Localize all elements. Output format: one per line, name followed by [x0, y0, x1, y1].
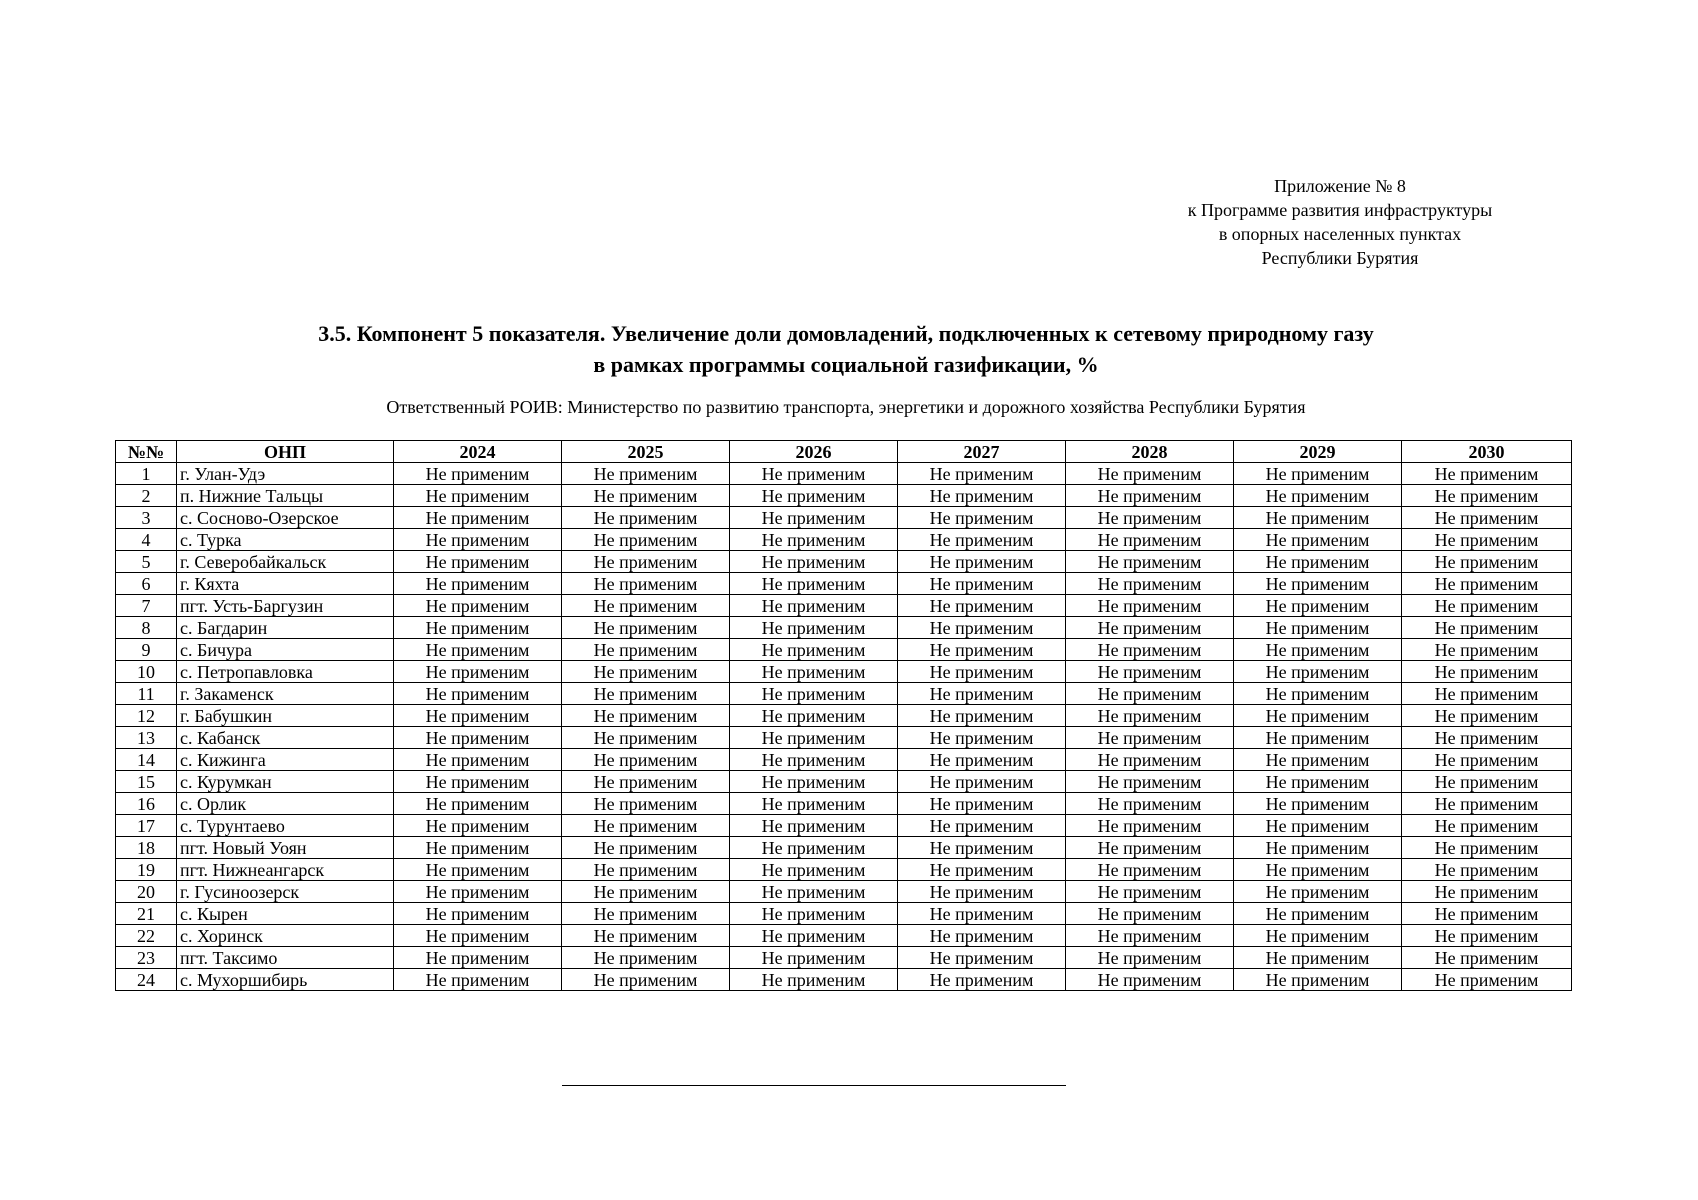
year-value-cell: Не применим	[898, 529, 1066, 551]
year-value-cell: Не применим	[1234, 639, 1402, 661]
year-value-cell: Не применим	[562, 463, 730, 485]
year-value-cell: Не применим	[394, 595, 562, 617]
table-row	[116, 507, 1572, 529]
year-value-cell: Не применим	[1066, 793, 1234, 815]
settlement-name: г. Бабушкин	[177, 705, 394, 727]
year-value-cell: Не применим	[562, 859, 730, 881]
year-value-cell: Не применим	[1066, 573, 1234, 595]
year-value-cell: Не применим	[1402, 771, 1572, 793]
row-number: 24	[116, 969, 177, 991]
year-value-cell: Не применим	[1066, 551, 1234, 573]
year-value-cell: Не применим	[394, 925, 562, 947]
table-row	[116, 925, 1572, 947]
row-number: 9	[116, 639, 177, 661]
year-value-cell: Не применим	[1234, 485, 1402, 507]
year-value-cell: Не применим	[1234, 969, 1402, 991]
year-value-cell: Не применим	[1066, 881, 1234, 903]
year-value-cell: Не применим	[730, 463, 898, 485]
year-value-cell: Не применим	[394, 969, 562, 991]
year-value-cell: Не применим	[898, 573, 1066, 595]
year-value-cell: Не применим	[1066, 595, 1234, 617]
year-value-cell: Не применим	[562, 947, 730, 969]
year-value-cell: Не применим	[730, 617, 898, 639]
year-value-cell: Не применим	[1402, 485, 1572, 507]
settlement-name: пгт. Нижнеангарск	[177, 859, 394, 881]
year-value-cell: Не применим	[730, 639, 898, 661]
row-number: 3	[116, 507, 177, 529]
year-value-cell: Не применим	[1066, 947, 1234, 969]
year-value-cell: Не применим	[898, 947, 1066, 969]
year-value-cell: Не применим	[898, 925, 1066, 947]
year-value-cell: Не применим	[1066, 507, 1234, 529]
year-value-cell: Не применим	[1066, 925, 1234, 947]
row-number: 17	[116, 815, 177, 837]
year-value-cell: Не применим	[1066, 969, 1234, 991]
row-number: 4	[116, 529, 177, 551]
year-value-cell: Не применим	[1402, 815, 1572, 837]
row-number: 13	[116, 727, 177, 749]
year-value-cell: Не применим	[1066, 903, 1234, 925]
year-value-cell: Не применим	[1066, 639, 1234, 661]
year-value-cell: Не применим	[562, 485, 730, 507]
year-value-cell: Не применим	[1402, 947, 1572, 969]
year-value-cell: Не применим	[898, 507, 1066, 529]
year-value-cell: Не применим	[1234, 463, 1402, 485]
year-value-cell: Не применим	[1234, 573, 1402, 595]
year-value-cell: Не применим	[562, 727, 730, 749]
settlement-name: г. Улан-Удэ	[177, 463, 394, 485]
year-value-cell: Не применим	[394, 463, 562, 485]
year-value-cell: Не применим	[1402, 683, 1572, 705]
year-value-cell: Не применим	[1402, 727, 1572, 749]
year-value-cell: Не применим	[730, 595, 898, 617]
year-value-cell: Не применим	[1234, 595, 1402, 617]
year-value-cell: Не применим	[562, 837, 730, 859]
year-value-cell: Не применим	[898, 463, 1066, 485]
table-row	[116, 639, 1572, 661]
year-value-cell: Не применим	[562, 683, 730, 705]
year-value-cell: Не применим	[562, 551, 730, 573]
table-row	[116, 815, 1572, 837]
year-value-cell: Не применим	[1402, 595, 1572, 617]
title-line-1: 3.5. Компонент 5 показателя. Увеличение доли домовладений, подключенных к сетевому природному газу	[318, 321, 1374, 346]
year-value-cell: Не применим	[562, 969, 730, 991]
header-year-2029: 2029	[1234, 441, 1402, 463]
year-value-cell: Не применим	[394, 639, 562, 661]
indicator-table	[115, 440, 1572, 991]
year-value-cell: Не применим	[730, 793, 898, 815]
year-value-cell: Не применим	[730, 815, 898, 837]
settlement-name: с. Турка	[177, 529, 394, 551]
year-value-cell: Не применим	[898, 903, 1066, 925]
settlement-name: с. Мухоршибирь	[177, 969, 394, 991]
header-year-2028: 2028	[1066, 441, 1234, 463]
table-row	[116, 749, 1572, 771]
row-number: 5	[116, 551, 177, 573]
year-value-cell: Не применим	[562, 573, 730, 595]
year-value-cell: Не применим	[898, 859, 1066, 881]
year-value-cell: Не применим	[898, 881, 1066, 903]
year-value-cell: Не применим	[730, 727, 898, 749]
settlement-name: с. Турунтаево	[177, 815, 394, 837]
year-value-cell: Не применим	[1066, 485, 1234, 507]
year-value-cell: Не применим	[562, 595, 730, 617]
year-value-cell: Не применим	[1066, 617, 1234, 639]
year-value-cell: Не применим	[1234, 815, 1402, 837]
year-value-cell: Не применим	[1402, 639, 1572, 661]
year-value-cell: Не применим	[394, 749, 562, 771]
header-number: №№	[116, 441, 177, 463]
settlement-name: с. Курумкан	[177, 771, 394, 793]
year-value-cell: Не применим	[1402, 837, 1572, 859]
header-settlement: ОНП	[177, 441, 394, 463]
year-value-cell: Не применим	[898, 485, 1066, 507]
settlement-name: с. Кижинга	[177, 749, 394, 771]
year-value-cell: Не применим	[730, 573, 898, 595]
year-value-cell: Не применим	[730, 705, 898, 727]
settlement-name: пгт. Новый Уоян	[177, 837, 394, 859]
year-value-cell: Не применим	[898, 551, 1066, 573]
year-value-cell: Не применим	[1402, 969, 1572, 991]
year-value-cell: Не применим	[1402, 881, 1572, 903]
row-number: 22	[116, 925, 177, 947]
year-value-cell: Не применим	[1066, 529, 1234, 551]
year-value-cell: Не применим	[898, 771, 1066, 793]
row-number: 15	[116, 771, 177, 793]
year-value-cell: Не применим	[562, 815, 730, 837]
year-value-cell: Не применим	[898, 727, 1066, 749]
year-value-cell: Не применим	[898, 705, 1066, 727]
year-value-cell: Не применим	[1234, 947, 1402, 969]
year-value-cell: Не применим	[730, 529, 898, 551]
year-value-cell: Не применим	[1402, 573, 1572, 595]
document-title	[120, 318, 1572, 380]
year-value-cell: Не применим	[1234, 683, 1402, 705]
appendix-line: к Программе развития инфраструктуры	[1187, 200, 1493, 220]
header-year-2025: 2025	[562, 441, 730, 463]
bottom-divider	[562, 1085, 1066, 1086]
year-value-cell: Не применим	[562, 639, 730, 661]
year-value-cell: Не применим	[394, 837, 562, 859]
year-value-cell: Не применим	[1066, 837, 1234, 859]
year-value-cell: Не применим	[1234, 617, 1402, 639]
table-row	[116, 617, 1572, 639]
row-number: 16	[116, 793, 177, 815]
year-value-cell: Не применим	[1234, 749, 1402, 771]
year-value-cell: Не применим	[730, 837, 898, 859]
year-value-cell: Не применим	[898, 837, 1066, 859]
row-number: 8	[116, 617, 177, 639]
table-row	[116, 881, 1572, 903]
settlement-name: с. Орлик	[177, 793, 394, 815]
year-value-cell: Не применим	[562, 705, 730, 727]
year-value-cell: Не применим	[1234, 881, 1402, 903]
year-value-cell: Не применим	[1066, 749, 1234, 771]
year-value-cell: Не применим	[730, 969, 898, 991]
appendix-line: Приложение № 8	[1274, 176, 1406, 196]
year-value-cell: Не применим	[1066, 815, 1234, 837]
year-value-cell: Не применим	[898, 595, 1066, 617]
year-value-cell: Не применим	[1402, 903, 1572, 925]
year-value-cell: Не применим	[394, 617, 562, 639]
year-value-cell: Не применим	[562, 529, 730, 551]
year-value-cell: Не применим	[394, 771, 562, 793]
settlement-name: г. Северобайкальск	[177, 551, 394, 573]
settlement-name: с. Кырен	[177, 903, 394, 925]
year-value-cell: Не применим	[1234, 551, 1402, 573]
table-row	[116, 771, 1572, 793]
table-header-row	[116, 441, 1572, 463]
year-value-cell: Не применим	[562, 749, 730, 771]
year-value-cell: Не применим	[1066, 771, 1234, 793]
settlement-name: с. Сосново-Озерское	[177, 507, 394, 529]
year-value-cell: Не применим	[1234, 727, 1402, 749]
year-value-cell: Не применим	[730, 925, 898, 947]
header-year-2027: 2027	[898, 441, 1066, 463]
year-value-cell: Не применим	[1066, 463, 1234, 485]
year-value-cell: Не применим	[898, 749, 1066, 771]
year-value-cell: Не применим	[1402, 661, 1572, 683]
row-number: 11	[116, 683, 177, 705]
year-value-cell: Не применим	[394, 683, 562, 705]
year-value-cell: Не применим	[1402, 925, 1572, 947]
year-value-cell: Не применим	[1234, 903, 1402, 925]
year-value-cell: Не применим	[730, 683, 898, 705]
settlement-name: пгт. Таксимо	[177, 947, 394, 969]
settlement-name: г. Кяхта	[177, 573, 394, 595]
table-row	[116, 573, 1572, 595]
settlement-name: п. Нижние Тальцы	[177, 485, 394, 507]
year-value-cell: Не применим	[394, 903, 562, 925]
year-value-cell: Не применим	[730, 881, 898, 903]
year-value-cell: Не применим	[1066, 683, 1234, 705]
row-number: 23	[116, 947, 177, 969]
settlement-name: с. Петропавловка	[177, 661, 394, 683]
row-number: 18	[116, 837, 177, 859]
year-value-cell: Не применим	[898, 793, 1066, 815]
table-row	[116, 969, 1572, 991]
year-value-cell: Не применим	[394, 573, 562, 595]
year-value-cell: Не применим	[394, 881, 562, 903]
year-value-cell: Не применим	[1402, 507, 1572, 529]
year-value-cell: Не применим	[1234, 837, 1402, 859]
row-number: 12	[116, 705, 177, 727]
year-value-cell: Не применим	[1234, 705, 1402, 727]
year-value-cell: Не применим	[1234, 507, 1402, 529]
year-value-cell: Не применим	[1402, 463, 1572, 485]
year-value-cell: Не применим	[898, 639, 1066, 661]
year-value-cell: Не применим	[562, 617, 730, 639]
year-value-cell: Не применим	[898, 661, 1066, 683]
row-number: 21	[116, 903, 177, 925]
year-value-cell: Не применим	[394, 793, 562, 815]
table-row	[116, 859, 1572, 881]
table-row	[116, 793, 1572, 815]
row-number: 10	[116, 661, 177, 683]
year-value-cell: Не применим	[730, 859, 898, 881]
header-year-2026: 2026	[730, 441, 898, 463]
year-value-cell: Не применим	[394, 859, 562, 881]
year-value-cell: Не применим	[394, 485, 562, 507]
row-number: 20	[116, 881, 177, 903]
year-value-cell: Не применим	[730, 903, 898, 925]
table-row	[116, 903, 1572, 925]
year-value-cell: Не применим	[730, 749, 898, 771]
year-value-cell: Не применим	[1234, 661, 1402, 683]
year-value-cell: Не применим	[562, 925, 730, 947]
table-row	[116, 705, 1572, 727]
year-value-cell: Не применим	[730, 771, 898, 793]
appendix-header	[1120, 174, 1560, 270]
year-value-cell: Не применим	[1234, 793, 1402, 815]
header-year-2024: 2024	[394, 441, 562, 463]
year-value-cell: Не применим	[562, 881, 730, 903]
year-value-cell: Не применим	[1066, 859, 1234, 881]
year-value-cell: Не применим	[730, 551, 898, 573]
table-row	[116, 463, 1572, 485]
year-value-cell: Не применим	[898, 815, 1066, 837]
year-value-cell: Не применим	[1402, 793, 1572, 815]
year-value-cell: Не применим	[898, 617, 1066, 639]
row-number: 2	[116, 485, 177, 507]
settlement-name: с. Хоринск	[177, 925, 394, 947]
row-number: 19	[116, 859, 177, 881]
appendix-line: Республики Бурятия	[1261, 248, 1419, 268]
row-number: 6	[116, 573, 177, 595]
year-value-cell: Не применим	[1234, 771, 1402, 793]
table-row	[116, 661, 1572, 683]
row-number: 7	[116, 595, 177, 617]
year-value-cell: Не применим	[562, 903, 730, 925]
year-value-cell: Не применим	[394, 815, 562, 837]
year-value-cell: Не применим	[394, 551, 562, 573]
table-row	[116, 485, 1572, 507]
year-value-cell: Не применим	[1066, 661, 1234, 683]
settlement-name: с. Кабанск	[177, 727, 394, 749]
year-value-cell: Не применим	[730, 947, 898, 969]
year-value-cell: Не применим	[394, 507, 562, 529]
year-value-cell: Не применим	[1066, 705, 1234, 727]
table-row	[116, 595, 1572, 617]
appendix-line: в опорных населенных пунктах	[1218, 224, 1462, 244]
title-line-2: в рамках программы социальной газификации, %	[593, 352, 1099, 377]
responsible-authority: Ответственный РОИВ: Министерство по развитию транспорта, энергетики и дорожного хозяйства Республики Бурятия	[386, 397, 1306, 417]
year-value-cell: Не применим	[1402, 749, 1572, 771]
year-value-cell: Не применим	[562, 771, 730, 793]
table-row	[116, 947, 1572, 969]
settlement-name: пгт. Усть-Баргузин	[177, 595, 394, 617]
table-row	[116, 551, 1572, 573]
row-number: 1	[116, 463, 177, 485]
row-number: 14	[116, 749, 177, 771]
year-value-cell: Не применим	[730, 661, 898, 683]
settlement-name: с. Бичура	[177, 639, 394, 661]
table-row	[116, 529, 1572, 551]
year-value-cell: Не применим	[1402, 859, 1572, 881]
year-value-cell: Не применим	[1066, 727, 1234, 749]
table-row	[116, 683, 1572, 705]
year-value-cell: Не применим	[1402, 705, 1572, 727]
year-value-cell: Не применим	[898, 683, 1066, 705]
year-value-cell: Не применим	[1234, 529, 1402, 551]
year-value-cell: Не применим	[1402, 529, 1572, 551]
year-value-cell: Не применим	[1234, 859, 1402, 881]
settlement-name: с. Багдарин	[177, 617, 394, 639]
year-value-cell: Не применим	[562, 661, 730, 683]
header-year-2030: 2030	[1402, 441, 1572, 463]
year-value-cell: Не применим	[394, 705, 562, 727]
year-value-cell: Не применим	[394, 727, 562, 749]
year-value-cell: Не применим	[1402, 551, 1572, 573]
year-value-cell: Не применим	[394, 529, 562, 551]
year-value-cell: Не применим	[394, 661, 562, 683]
table-row	[116, 727, 1572, 749]
year-value-cell: Не применим	[562, 793, 730, 815]
table-row	[116, 837, 1572, 859]
year-value-cell: Не применим	[1402, 617, 1572, 639]
year-value-cell: Не применим	[1234, 925, 1402, 947]
year-value-cell: Не применим	[898, 969, 1066, 991]
year-value-cell: Не применим	[394, 947, 562, 969]
year-value-cell: Не применим	[730, 485, 898, 507]
year-value-cell: Не применим	[730, 507, 898, 529]
settlement-name: г. Гусиноозерск	[177, 881, 394, 903]
year-value-cell: Не применим	[562, 507, 730, 529]
settlement-name: г. Закаменск	[177, 683, 394, 705]
